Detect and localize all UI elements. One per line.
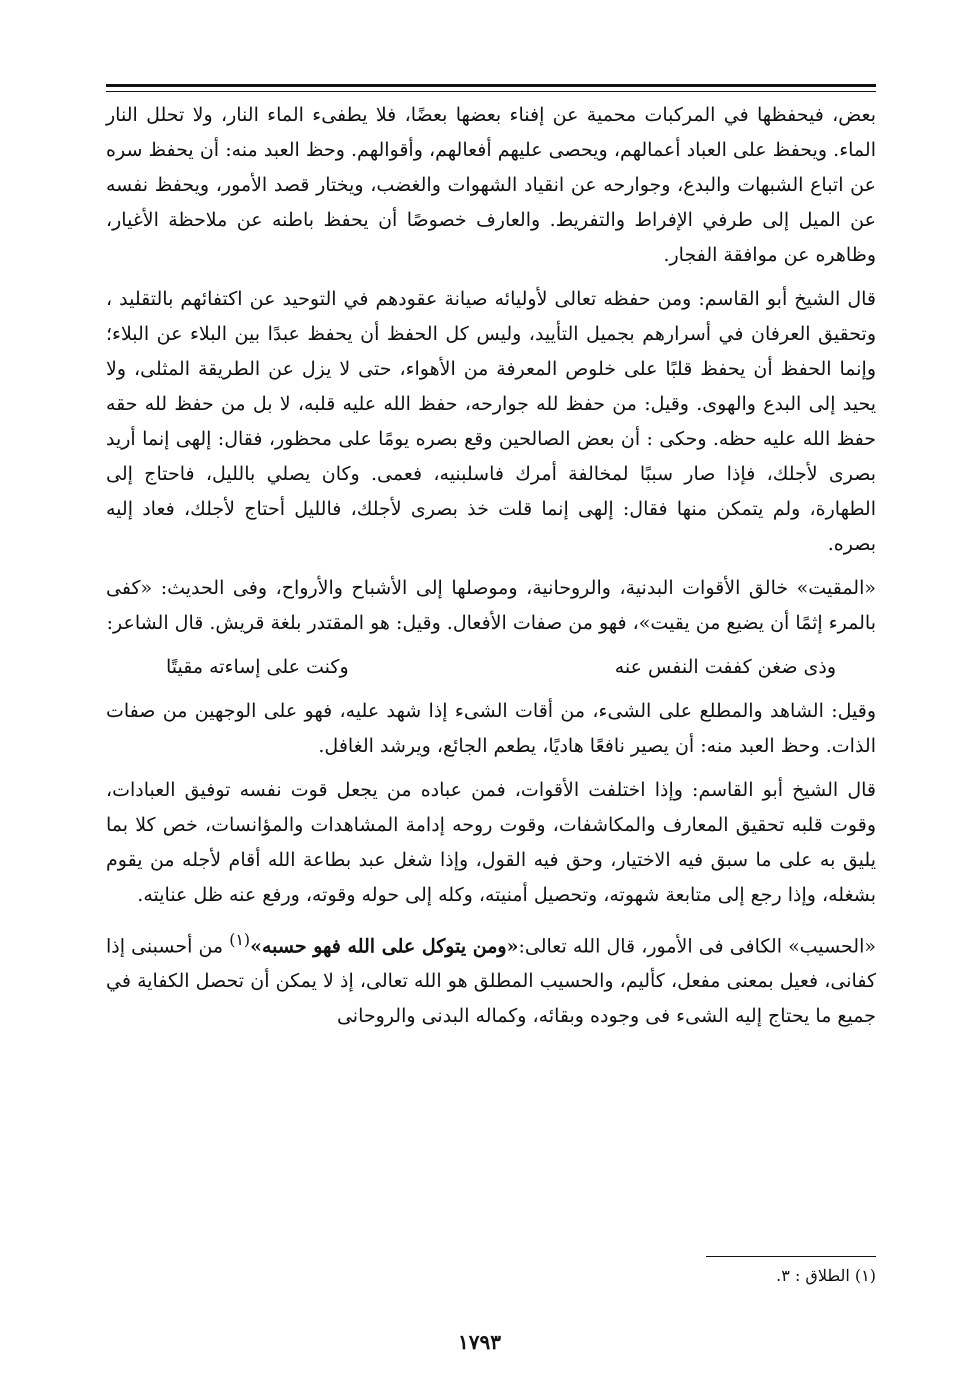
paragraph: قال الشيخ أبو القاسم: ومن حفظه تعالى لأوليائه صيانة عقودهم في التوحيد عن اكتفائهم بالتقليد ، وتحقيق العرفان في أسرارهم بجميل التأييد، وليس كل الحفظ أن يحفظ عبدًا بين البلاء عن البلاء؛ وإنما الحفظ أن يحفظ قلبًا على خلوص المعرفة من الأهواء، حتى لا يزل عن الطريقة المثلى، ولا يحيد إلى البدع والهوى. وقيل: من حفظ لله جوارحه، حفظ الله عليه قلبه، لا بل من حفظ لله حقه حفظ الله عليه حظه. وحكى : أن بعض الصالحين وقع بصره يومًا على محظور، فقال: إلهى إنما أريد بصرى لأجلك، فإذا صار سببًا لمخالفة أمرك فاسلبنيه، فعمى. وكان يصلي بالليل، فاحتاج إلى الطهارة، ولم يتمكن منها فقال: إلهى إنما قلت خذ بصرى لأجلك، فالليل أحتاج لأجلك، فعاد إليه بصره. [106, 288, 876, 555]
header-rule-thick [106, 84, 876, 87]
footnote-ref: (١) [229, 930, 251, 949]
paragraph-hasib [106, 922, 876, 1034]
header-rule-thin [106, 91, 876, 92]
quran-quote: «ومن يتوكل على الله فهو حسبه» [250, 935, 519, 958]
paragraph-text: «الحسيب» الكافى فى الأمور، قال الله تعالى: [518, 935, 876, 958]
paragraph: بعض، فيحفظها في المركبات محمية عن إفناء بعضها بعضًا، فلا يطفىء الماء النار، ولا تحلل النار الماء. ويحفظ على العباد أعمالهم، ويحصى عليهم أفعالهم، وأقوالهم. وحظ العبد منه: أن يحفظ سره عن اتباع الشبهات والبدع، وجوارحه عن انقياد الشهوات والغضب، ويختار قصد الأمور، ويحفظ نفسه عن الميل إلى طرفي الإفراط والتفريط. والعارف خصوصًا أن يحفظ باطنه عن ملاحظة الأغيار، وظاهره عن موافقة الفجار. [106, 104, 876, 266]
paragraph: قال الشيخ أبو القاسم: وإذا اختلفت الأقوات، فمن عباده من يجعل قوت نفسه توفيق العبادات، وقوت قلبه تحقيق المعارف والمكاشفات، وقوت روحه إدامة المشاهدات والمؤانسات، خص كلا بما يليق به على ما سبق فيه الاختيار، وحق فيه القول، وإذا شغل عبد بطاعة الله أقام لأجله من يقوم بشغله، وإذا رجع إلى متابعة شهوته، وتحصيل أمنيته، وكله إلى حوله وقوته، ورفع عنه ظل عنايته. [106, 779, 876, 906]
verse-first-hemistich: وذى ضغن كففت النفس عنه [614, 656, 836, 678]
paragraph-text: من أحسبنى إذا كفانى، فعيل بمعنى مفعل، كأليم، والحسيب المطلق هو الله تعالى، إذ لا يمكن أن تحصل الكفاية في جميع ما يحتاج إليه الشىء فى وجوده وبقائه، وكماله البدنى والروحانى [106, 935, 876, 1028]
verse-second-hemistich: وكنت على إساءته مقيتًا [166, 656, 349, 678]
poetry-verse [106, 650, 876, 685]
paragraph: وقيل: الشاهد والمطلع على الشىء، من أقات الشىء إذا شهد عليه، فهو على الوجهين من صفات الذات. وحظ العبد منه: أن يصير نافعًا هاديًا، يطعم الجائع، ويرشد الغافل. [106, 700, 876, 757]
page-number: ١٧٩٣ [458, 1330, 501, 1354]
main-text [106, 98, 876, 1043]
footnote: (١) الطلاق : ٣. [776, 1266, 876, 1285]
footnote-rule [706, 1256, 876, 1257]
paragraph: «المقيت» خالق الأقوات البدنية، والروحانية، وموصلها إلى الأشباح والأرواح، وفى الحديث: «كفى بالمرء إثمًا أن يضيع من يقيت»، فهو من صفات الأفعال. وقيل: هو المقتدر بلغة قريش. قال الشاعر: [106, 577, 876, 634]
